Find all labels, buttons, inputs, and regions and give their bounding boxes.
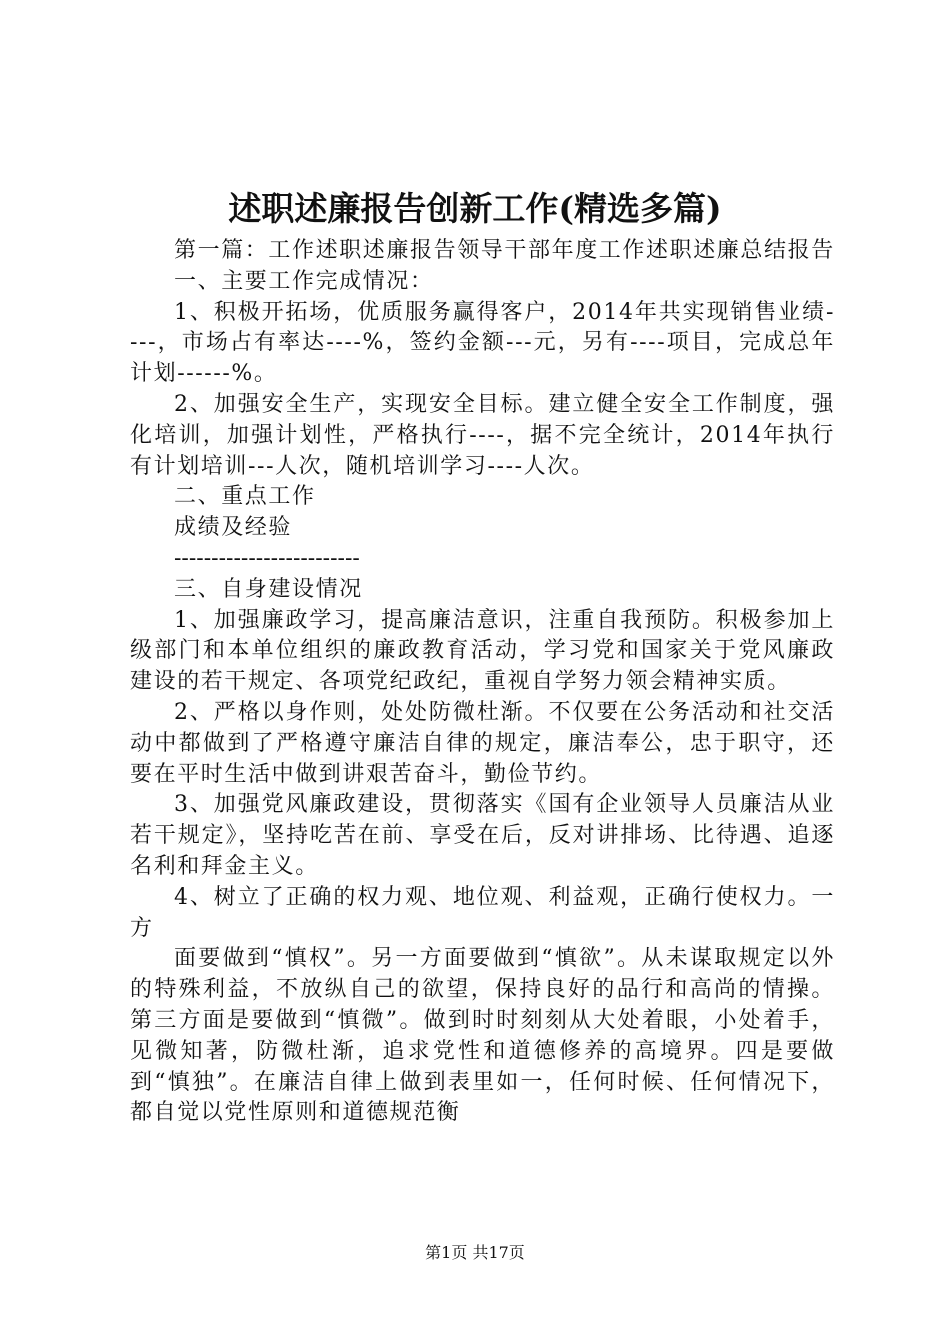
document-body [130,236,835,1129]
paragraph-integrity-study: 1、加强廉政学习，提高廉洁意识，注重自我预防。积极参加上级部门和本单位组织的廉政教育活动，学习党和国家关于党风廉政建设的若干规定、各项党纪政纪，重视自学努力领会精神实质。 [130,607,835,695]
paragraph-market-expansion: 1、积极开拓场，优质服务赢得客户，2014年共实现销售业绩----，市场占有率达----%，签约金额---元，另有----项目，完成总年计划------%。 [130,299,835,387]
paragraph-four-cautions: 面要做到“慎权”。另一方面要做到“慎欲”。从未谋取规定以外的特殊利益，不放纵自己的欲望，保持良好的品行和高尚的情操。第三方面是要做到“慎微”。做到时时刻刻从大处着眼，小处着手，见微知著，防微杜渐，追求党性和道德修养的高境界。四是要做到“慎独”。在廉洁自律上做到表里如一，任何时候、任何情况下，都自觉以党性原则和道德规范衡 [130,946,835,1126]
document-title: 述职述廉报告创新工作(精选多篇) [228,189,722,228]
paragraph-safety-production: 2、加强安全生产，实现安全目标。建立健全安全工作制度，强化培训，加强计划性，严格执行----，据不完全统计，2014年执行有计划培训---人次，随机培训学习----人次。 [130,391,835,479]
paragraph-power-view: 4、树立了正确的权力观、地位观、利益观，正确行使权力。一方 [130,884,835,941]
paragraph-heading-main-work: 一、主要工作完成情况： [174,268,434,294]
paragraph-achievements: 成绩及经验 [174,515,293,541]
paragraph-dash-line: ------------------------- [174,545,360,571]
page-number-footer: 第1页 共17页 [425,1243,525,1262]
paragraph-heading-key-work: 二、重点工作 [174,484,316,510]
paragraph-heading-self-building: 三、自身建设情况 [174,576,363,602]
paragraph-self-discipline: 2、严格以身作则，处处防微杜渐。不仅要在公务活动和社交活动中都做到了严格遵守廉洁自律的规定，廉洁奉公，忠于职守，还要在平时生活中做到讲艰苦奋斗，勤俭节约。 [130,699,835,787]
paragraph-party-conduct: 3、加强党风廉政建设，贯彻落实《国有企业领导人员廉洁从业若干规定》，坚持吃苦在前、享受在后，反对讲排场、比待遇、追逐名利和拜金主义。 [130,792,835,879]
paragraph-section-title: 第一篇：工作述职述廉报告领导干部年度工作述职述廉总结报告 [174,238,835,263]
